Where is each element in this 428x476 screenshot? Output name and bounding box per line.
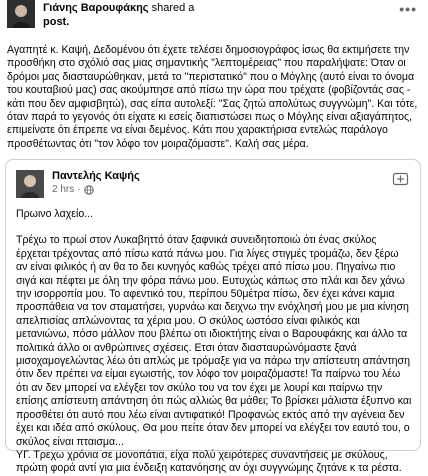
- shared-post-header: [16, 170, 412, 200]
- avatar[interactable]: [7, 0, 35, 28]
- shared-paragraph: ΥΓ. Τρεχω χρόνια σε μονοπάτια, είχα πολύ χειρότερες συναντήσεις με σκύλους, πρώτη φορά αντί για μια ένδειξη κατανόησης αν όχι συγγνώμης ζητάνε κ τα ρέστα.: [16, 448, 402, 475]
- avatar-photo-icon: [7, 0, 35, 28]
- shared-post-meta: [52, 184, 94, 195]
- shared-author-name[interactable]: Παντελής Καψής: [52, 170, 140, 182]
- post-author-line: [43, 2, 373, 15]
- post-timestamp[interactable]: 2 hrs: [52, 184, 75, 195]
- paragraph-spacer: [16, 221, 412, 234]
- share-square-icon[interactable]: [392, 170, 410, 186]
- shared-post-card[interactable]: [5, 159, 421, 475]
- post-header: [7, 0, 421, 36]
- author-name[interactable]: Γιάνης Βαρουφάκης: [43, 2, 149, 14]
- shared-post-link[interactable]: post.: [43, 16, 70, 28]
- meta-separator: ·: [77, 184, 81, 195]
- shared-paragraph: Τρέχω το πρωί στον Λυκαβηττό όταν ξαφνικά συνειδητοποιώ ότι ένας σκύλος έρχεται τρέχοντας από πίσω κατά πάνω μου. Για λίγες στιγμές τρομάζω, δεν ξέρω αν είναι φιλικός ή αν θα το δει κυνηγός καθώς τρέχει από πίσω μου. Πηγαίνω πιο σιγά και πέφτει με όλη την φόρα πάνω μου. Ευτυχώς κάπως στο πλάι και δεν χάνω την ισορροπία μου. Το αφεντικό του, περίπου 50μέτρα πίσω, δεν έχει κάνει καμια προσπάθεια να τον σταματήσει, γυρνάω και δειχνω την ενόχλησή μου με μια κίνηση απελπισίας απλώνοντας τα χέρια μου. Ο σκύλος ωστόσο είναι φιλικός και μετανιώνω, πόσο μάλλον που βλέπω οτι ιδιοκτήτης είναι ο Βαρουφάκης και άλλο τα πολιτικά άλλο οι ανθρώπινες σχέσεις. Ετσι όταν διασταυρώνόμαστε ξανά μισοχαμογελώντας λέω ότι απλώς με τρόμαξε για να πάρω την απίστευτη απάντηση ότιν δεν πρέπει να είμαι εγωιστής, τον λόφο τον μοιραζόμαστε! Τα παίρνω του λέω ότι αν δεν μπορεί να ελέγξει τον σκύλο του να τον έχει με λουρί και παίρνω την επίσης απίστευτη απάντηση ότι πώς αλλιώς θα μάθει; Το βρίσκει μάλιστα έξυπνο και προσθέτει ότι αυτό που λέω είναι αντιφατικό! Προφανώς εκτός από την αγένεια δεν έχει και ιδέα από σκύλους. Θα μου πείτε όταν δεν μπορεί να ελέγξει τον εαυτό του, ο σκύλος είναι πταισμα...: [16, 234, 412, 448]
- globe-icon: [84, 185, 94, 195]
- post-body: [7, 44, 421, 151]
- avatar-photo-icon: [16, 170, 44, 198]
- post-paragraph: Αγαπητέ κ. Καψή, Δεδομένου ότι έχετε τελέσει δημοσιογράφος ίσως θα εκτιμήσετε την προσθήκη στο σχόλιό σας μιας σημαντικής "λεπτομέρειας" που παραλήψατε: Όταν οι δρόμοι μας διασταυρώθηκαν, μετά το "περιστατικό" που ο Μόγλης (αυτό είναι το όνομα του κουταβιού μας) σας ακούμπησε από πίσω την ώρα που τρέχατε (φοβίζοντάς σας - κάτι που δεν αμφισβητώ), σας είπα αυτολεξί: "Σας ζητώ απολύτως συγγνώμη". Και τότε, όταν παρά το γεγονός ότι είχατε κι εσείς διαπιστώσει πως ο Μόγλης είναι αξιαγάπητος, επιμείνατε ότι έπρεπε να είναι δεμένος. Κάτι που χαρακτήρισα εντελώς παράλογο προσθέτωντας ότι "τον λόφο τον μοιραζόμαστε". Καλή σας μέρα.: [7, 44, 418, 150]
- shared-greeting: Πρωινο λαχείο...: [16, 208, 94, 220]
- shared-post-body: [16, 208, 412, 476]
- shared-action-text: shared a: [151, 2, 195, 14]
- avatar[interactable]: [16, 170, 44, 198]
- more-dots-icon[interactable]: •••: [399, 1, 417, 17]
